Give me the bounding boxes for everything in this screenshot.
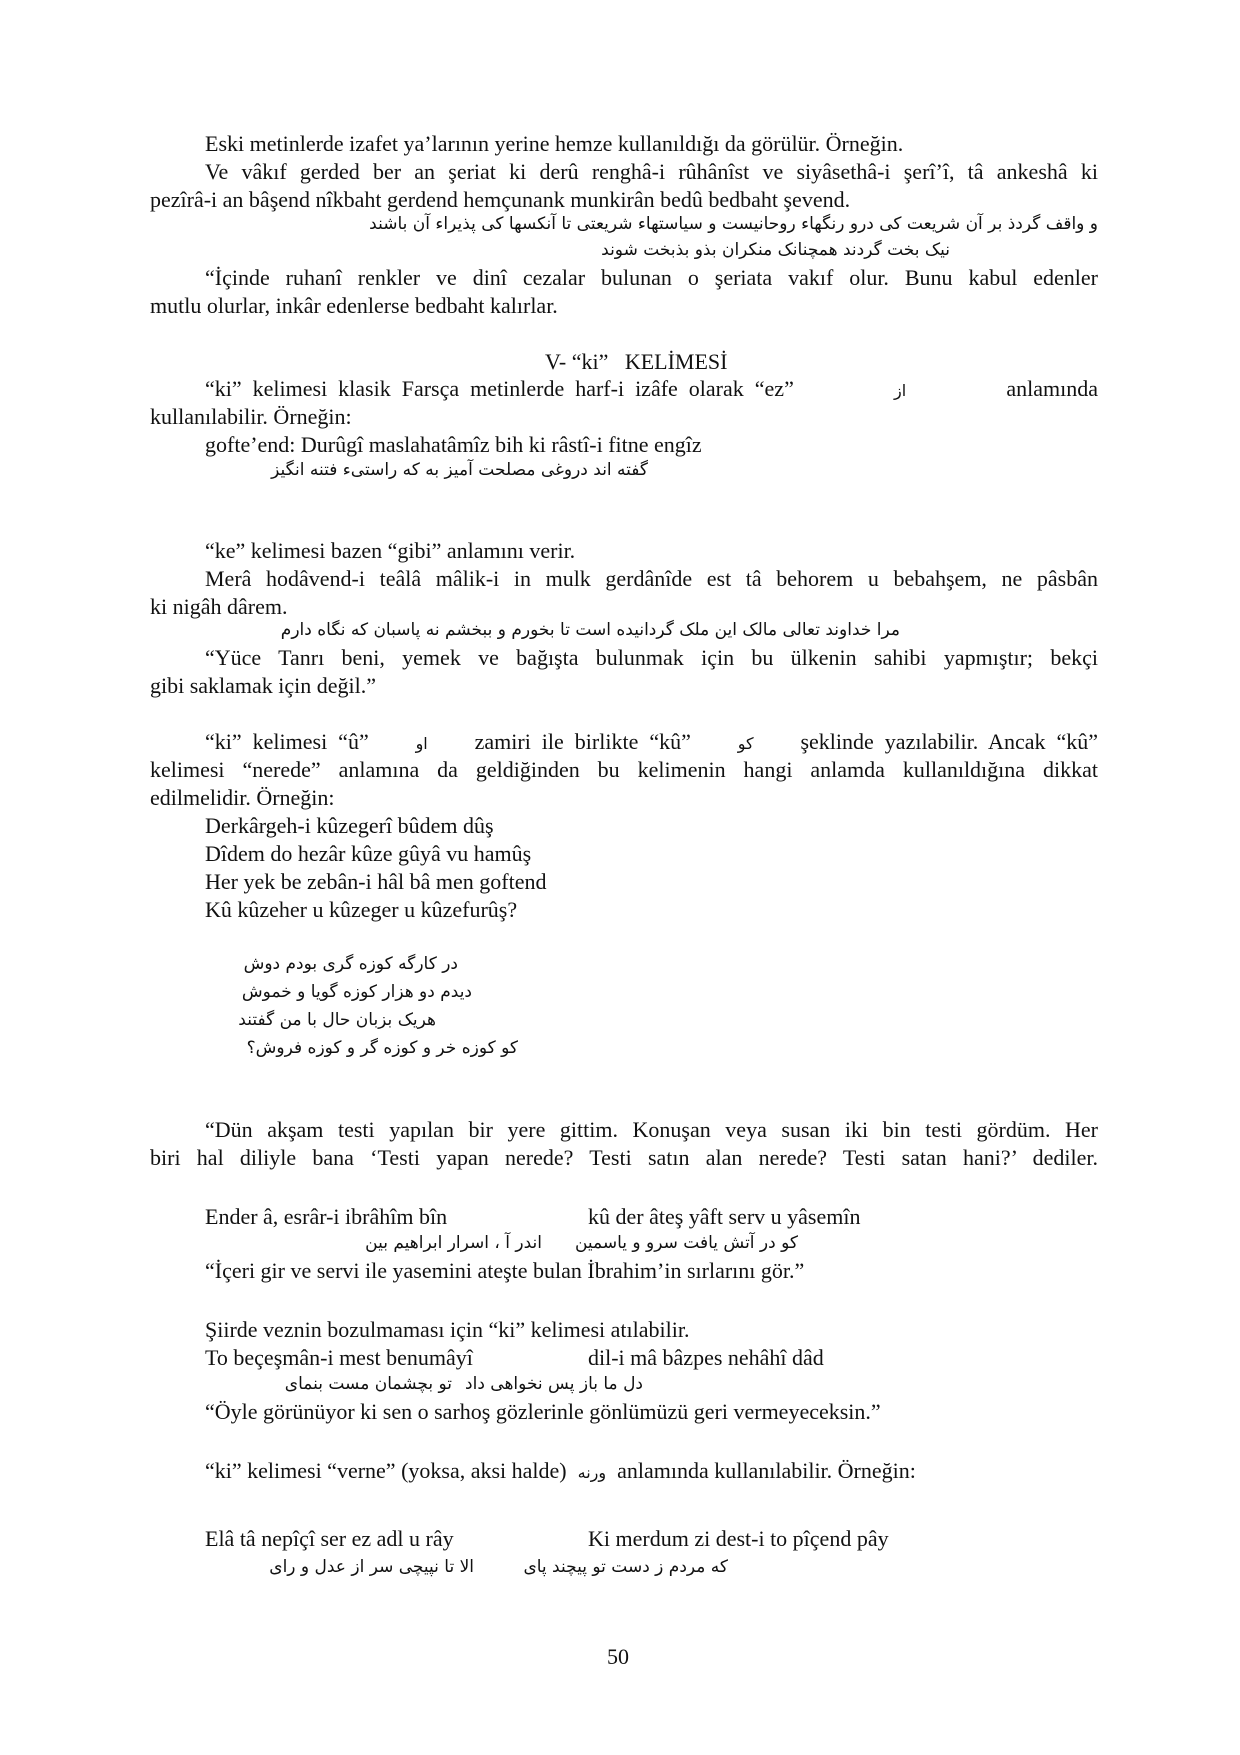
persian-word: از (894, 381, 907, 400)
verse-hemistich: To beçeşmân-i mest benumâyî (205, 1345, 473, 1370)
persian-word: ورنه (577, 1463, 607, 1482)
text-line: gofte’end: Durûgî maslahatâmîz bih ki râstî-i fitne engîz (205, 432, 702, 457)
text-line: Şiirde veznin bozulmaması için “ki” kelimesi atılabilir. (205, 1317, 690, 1342)
text-line: Ve vâkıf gerded ber an şeriat ki derû renghâ-i rûhânîst ve siyâsethâ-i şerî’î, tâ ankeshâ ki (205, 159, 1098, 184)
text-line: “İçeri gir ve servi ile yasemini ateşte bulan İbrahim’in sırlarını gör.” (205, 1258, 805, 1283)
persian-line: نیک بخت گردند همچنانک منکران بذو بذبخت شوند (601, 240, 950, 260)
persian-line: مرا خداوند تعالی مالک این ملک گردانیده است تا بخورم و ببخشم نه پاسبان که نگاه دارم (280, 620, 900, 640)
text-line: gibi saklamak için değil.” (150, 673, 377, 698)
text-segment: şeklinde yazılabilir. Ancak “kû” (800, 729, 1098, 754)
persian-verse: دیدم دو هزار کوزه گویا و خموش (241, 982, 472, 1002)
text-line: kullanılabilir. Örneğin: (150, 404, 352, 429)
verse-hemistich: Elâ tâ nepîçî ser ez adl u rây (205, 1526, 454, 1551)
text-segment: anlamında kullanılabilir. Örneğin: (617, 1458, 916, 1483)
text-line: “Dün akşam testi yapılan bir yere gittim. Konuşan veya susan iki bin testi gördüm. Her (205, 1117, 1098, 1142)
text-line: ki nigâh dârem. (150, 594, 288, 619)
persian-hemistich: دل ما باز پس نخواهی داد (465, 1374, 643, 1394)
verse-line: Kû kûzeher u kûzeger u kûzefurûş? (205, 897, 518, 922)
text-segment: “ki” kelimesi “verne” (yoksa, aksi halde) (205, 1458, 567, 1483)
verse-line: Dîdem do hezâr kûze gûyâ vu hamûş (205, 841, 532, 866)
text-segment: “ki” kelimesi “û” (205, 729, 369, 754)
text-line (205, 728, 1098, 758)
persian-verse: کو کوزه خر و کوزه گر و کوزه فروش؟ (246, 1038, 518, 1058)
verse-line: Derkârgeh-i kûzegerî bûdem dûş (205, 813, 494, 838)
persian-verse: در کارگه کوزه گری بودم دوش (243, 954, 458, 974)
text-line: Merâ hodâvend-i teâlâ mâlik-i in mulk gerdânîde est tâ behorem u bebahşem, ne pâsbân (205, 566, 1098, 591)
persian-hemistich: اندر آ ، اسرار ابراهیم بین (365, 1233, 542, 1253)
persian-line: و واقف گردذ بر آن شریعت کی درو رنگهاء روحانیست و سیاستهاء شریعتی تا آنکسها کی پذیراء آن باشند (369, 214, 1098, 234)
page-number: 50 (607, 1644, 629, 1669)
persian-word: کو (737, 734, 754, 753)
text-line: biri hal diliyle bana ‘Testi yapan nerede? Testi satın alan nerede? Testi satan hani?’ dediler. (150, 1145, 1098, 1170)
text-segment: zamiri ile birlikte “kû” (474, 729, 691, 754)
text-line: mutlu olurlar, inkâr edenlerse bedbaht kalırlar. (150, 293, 558, 318)
persian-hemistich: کو در آتش یافت سرو و یاسمین (574, 1233, 798, 1253)
text-line: kelimesi “nerede” anlamına da geldiğinden bu kelimenin hangi anlamda kullanıldığına dikkat (150, 757, 1098, 782)
verse-hemistich: Ki merdum zi dest-i to pîçend pây (588, 1526, 889, 1551)
persian-verse: هریک بزبان حال با من گفتند (238, 1010, 436, 1030)
text-line (205, 1457, 916, 1487)
persian-word: او (415, 734, 428, 753)
text-line: edilmelidir. Örneğin: (150, 785, 335, 810)
verse-hemistich: kû der âteş yâft serv u yâsemîn (588, 1204, 861, 1229)
persian-line: گفته اند دروغی مصلحت آمیز به که راستیء فتنه انگیز (271, 460, 648, 480)
text-line: pezîrâ-i an bâşend nîkbaht gerdend hemçunank munkirân bedû bedbaht şevend. (150, 187, 851, 212)
verse-hemistich: Ender â, esrâr-i ibrâhîm bîn (205, 1204, 448, 1229)
section-heading: V- “ki” KELİMESİ (545, 349, 728, 374)
text-line (205, 375, 1098, 405)
text-line: “ke” kelimesi bazen “gibi” anlamını verir. (205, 538, 576, 563)
persian-hemistich: که مردم ز دست تو پیچند پای (523, 1557, 728, 1577)
text-line: “Yüce Tanrı beni, yemek ve bağışta bulunmak için bu ülkenin sahibi yapmıştır; bekçi (205, 645, 1098, 670)
verse-hemistich: dil-i mâ bâzpes nehâhî dâd (588, 1345, 824, 1370)
text-line: Eski metinlerde izafet ya’larının yerine hemze kullanıldığı da görülür. Örneğin. (205, 131, 904, 156)
persian-hemistich: الا تا نپیچی سر از عدل و رای (269, 1557, 474, 1577)
verse-line: Her yek be zebân-i hâl bâ men goftend (205, 869, 547, 894)
text-segment: “ki” kelimesi klasik Farsça metinlerde harf-i izâfe olarak “ez” (205, 376, 794, 401)
persian-hemistich: تو بچشمان مست بنمای (284, 1374, 452, 1394)
text-line: “Öyle görünüyor ki sen o sarhoş gözlerinle gönlümüzü geri vermeyeceksin.” (205, 1399, 881, 1424)
text-segment: anlamında (1006, 376, 1098, 401)
text-line: “İçinde ruhanî renkler ve dinî cezalar bulunan o şeriata vakıf olur. Bunu kabul edenler (205, 265, 1098, 290)
